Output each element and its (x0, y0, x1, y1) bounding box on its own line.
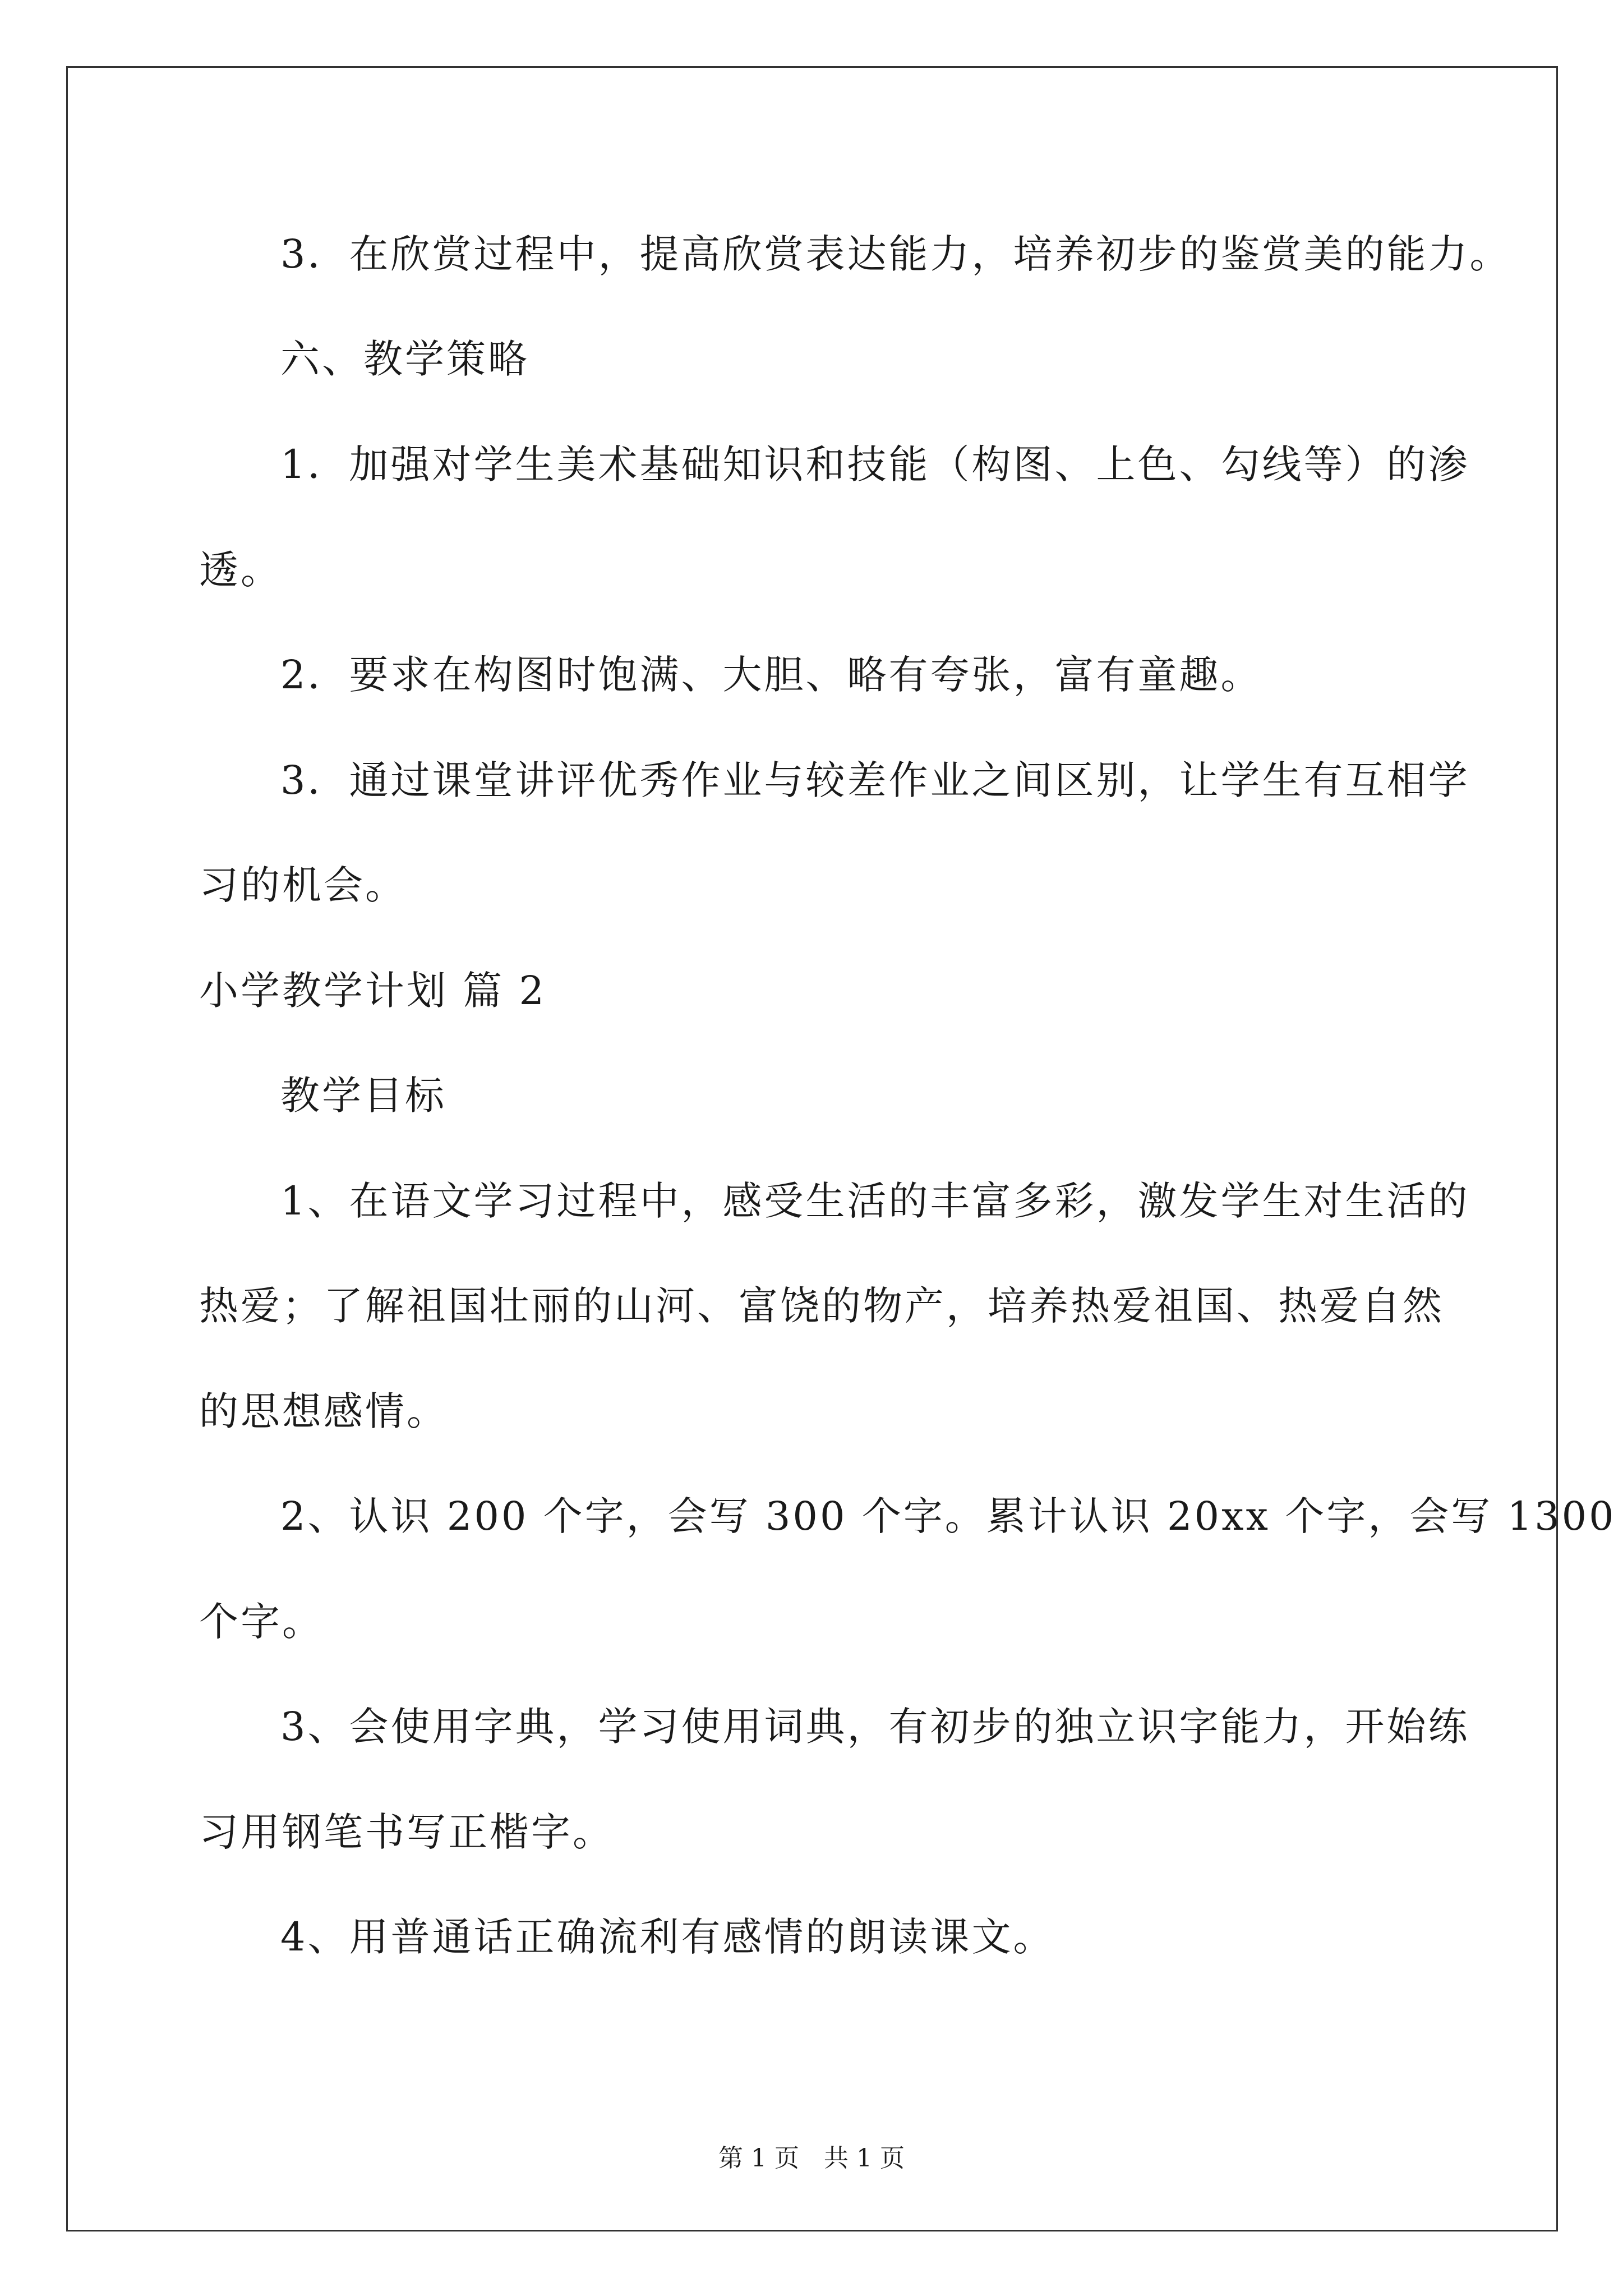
paragraph-line: 习的机会。 (199, 862, 407, 908)
paragraph-line: 2．要求在构图时饱满、大胆、略有夸张，富有童趣。 (280, 652, 1262, 698)
page-number-current: 第 1 页 (718, 2144, 799, 2173)
paragraph-line: 1、在语文学习过程中，感受生活的丰富多彩，激发学生对生活的 (280, 1178, 1470, 1224)
page-frame (66, 66, 1558, 2231)
section-heading: 教学目标 (280, 1073, 446, 1119)
paragraph-line: 4、用普通话正确流利有感情的朗读课文。 (280, 1914, 1055, 1960)
paragraph-line: 个字。 (199, 1599, 324, 1645)
paragraph-line: 热爱；了解祖国壮丽的山河、富饶的物产，培养热爱祖国、热爱自然 (199, 1283, 1444, 1329)
section-heading: 六、教学策略 (280, 336, 529, 382)
paragraph-line: 3．在欣赏过程中，提高欣赏表达能力，培养初步的鉴赏美的能力。 (280, 231, 1511, 277)
page-footer (0, 2142, 1623, 2175)
article-title: 小学教学计划 篇 2 (199, 968, 547, 1014)
paragraph-line: 透。 (199, 547, 282, 593)
paragraph-line: 的思想感情。 (199, 1388, 448, 1434)
paragraph-line: 习用钢笔书写正楷字。 (199, 1809, 614, 1855)
paragraph-line: 3．通过课堂讲评优秀作业与较差作业之间区别，让学生有互相学 (280, 757, 1470, 803)
paragraph-line: 2、认识 200 个字，会写 300 个字。累计认识 20xx 个字，会写 1300 (280, 1493, 1616, 1539)
page-number-total: 共 1 页 (824, 2144, 905, 2173)
paragraph-line: 1．加强对学生美术基础知识和技能（构图、上色、勾线等）的渗 (280, 441, 1470, 487)
paragraph-line: 3、会使用字典，学习使用词典，有初步的独立识字能力，开始练 (280, 1704, 1470, 1750)
